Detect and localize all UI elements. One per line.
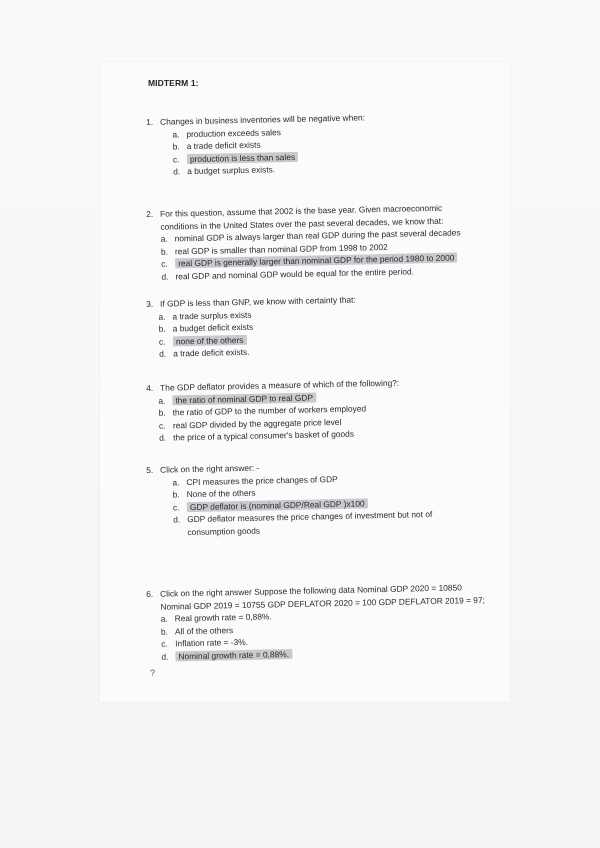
- question-stem: 5. Click on the right answer: -: [146, 462, 260, 475]
- selected-answer-highlight: the ratio of nominal GDP to real GDP: [172, 392, 316, 405]
- selected-answer-highlight: production is less than sales: [187, 151, 298, 163]
- option-a[interactable]: a. CPI measures the price changes of GDP: [172, 473, 338, 487]
- option-c[interactable]: c. Inflation rate = -3%.: [161, 636, 249, 649]
- option-a[interactable]: a. nominal GDP is always larger than real GDP during the past several decades: [160, 227, 461, 244]
- question-4: [146, 377, 400, 445]
- question-3: [146, 294, 357, 361]
- option-c[interactable]: c. real GDP is generally larger than nominal GDP for the period 1980 to 2000: [161, 251, 461, 270]
- question-1: [146, 111, 366, 178]
- option-d[interactable]: d. Nominal growth rate = 0,88%.: [161, 643, 486, 662]
- page-title: MIDTERM 1:: [148, 78, 199, 88]
- option-d-continued: consumption goods: [187, 525, 261, 537]
- option-c[interactable]: c. GDP deflator is (nominal GDP/Real GDP )x100: [173, 496, 432, 514]
- option-a[interactable]: a. the ratio of nominal GDP to real GDP: [158, 389, 399, 407]
- selected-answer-highlight: real GDP is generally larger than nominal GDP for the period 1980 to 2000: [175, 252, 457, 268]
- option-d[interactable]: d. GDP deflator measures the price changes of investment but not of: [173, 509, 433, 525]
- question-stem: 3. If GDP is less than GNP, we know with certainty that:: [146, 294, 356, 309]
- question-stem-line2: conditions in the United States over the past several decades, we know that:: [160, 215, 444, 232]
- option-c[interactable]: c. production is less than sales: [173, 149, 366, 166]
- option-b[interactable]: b. a budget deficit exists: [158, 321, 254, 334]
- selected-answer-highlight: none of the others: [173, 334, 247, 346]
- question-stem: 2. For this question, assume that 2002 is the base year. Given macroeconomic: [146, 202, 443, 219]
- option-d[interactable]: d. a trade deficit exists.: [159, 346, 250, 359]
- stray-mark: ?: [150, 668, 156, 678]
- option-b[interactable]: b. None of the others: [172, 487, 256, 500]
- option-d[interactable]: d. a budget surplus exists.: [173, 164, 276, 177]
- question-stem: 6. Click on the right answer Suppose the following data Nominal GDP 2020 = 10850: [146, 582, 462, 599]
- option-a[interactable]: a. Real growth rate = 0,88%.: [160, 611, 272, 624]
- question-5: [146, 458, 433, 539]
- question-stem-line2: Nominal GDP 2019 = 10755 GDP DEFLATOR 2020 = 100 GDP DEFLATOR 2019 = 97;: [160, 594, 485, 612]
- option-b[interactable]: b. a trade deficit exists: [172, 139, 261, 152]
- question-2: [146, 201, 462, 283]
- option-b[interactable]: b. real GDP is smaller than nominal GDP from 1998 to 2002: [160, 241, 388, 257]
- option-b[interactable]: b. the ratio of GDP to the number of workers employed: [158, 403, 367, 418]
- option-d[interactable]: d. the price of a typical consumer's basket of goods: [159, 428, 355, 443]
- option-a[interactable]: a. a trade surplus exists: [158, 309, 252, 322]
- option-d[interactable]: d. real GDP and nominal GDP would be equal for the entire period.: [161, 265, 415, 282]
- option-b[interactable]: b. All of the others: [160, 624, 234, 637]
- selected-answer-highlight: GDP deflator is (nominal GDP/Real GDP )x100: [187, 498, 368, 512]
- question-stem: 4. The GDP deflator provides a measure of which of the following?:: [146, 377, 400, 393]
- option-a[interactable]: a. production exceeds sales: [172, 126, 281, 139]
- option-c[interactable]: c. none of the others: [159, 331, 357, 348]
- question-6: [146, 581, 486, 663]
- option-c[interactable]: c. real GDP divided by the aggregate price level: [158, 416, 342, 431]
- selected-answer-highlight: Nominal growth rate = 0,88%.: [175, 648, 292, 660]
- question-stem: 1. Changes in business inventories will be negative when:: [146, 112, 366, 127]
